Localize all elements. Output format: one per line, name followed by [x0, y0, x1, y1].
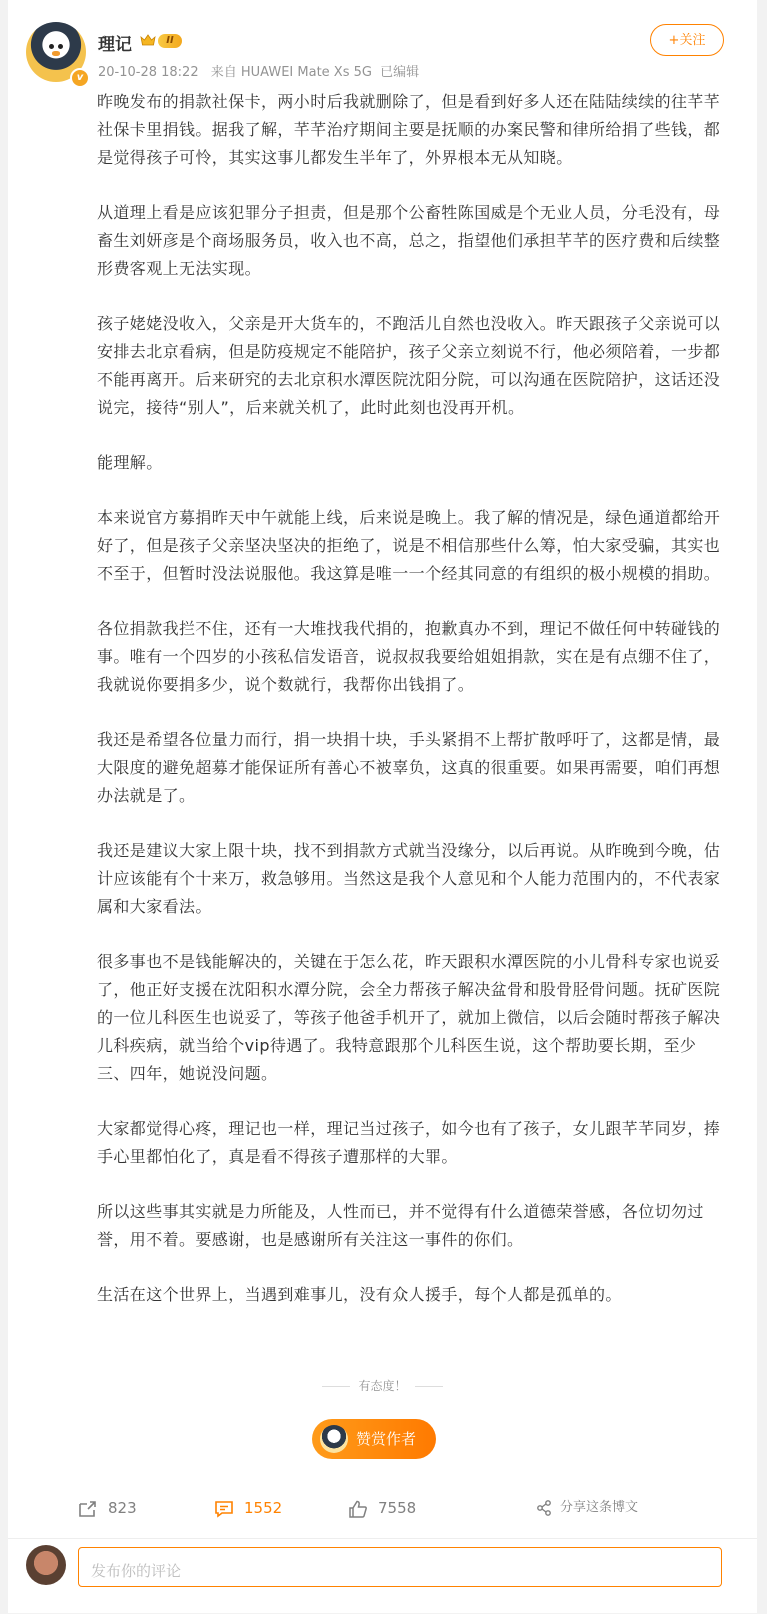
edited-label[interactable]: 已编辑: [380, 65, 420, 80]
share-button[interactable]: [536, 1496, 638, 1520]
post-paragraph: 我还是希望各位量力而行，捐一块捐十块，手头紧捐不上帮扩散呼吁了，这都是情，最大限度的避免超募才能保证所有善心不被辜负，这真的很重要。如果再需要，咱们再想办法就是了。: [97, 730, 721, 805]
reward-label: 赞赏作者: [356, 1430, 417, 1448]
repost-count: 823: [108, 1499, 137, 1517]
penguin-beak-icon: [52, 51, 60, 56]
divider-line: [415, 1386, 443, 1387]
verified-badge-icon: v: [70, 68, 90, 88]
divider-line: [322, 1386, 350, 1387]
repost-icon: [78, 1500, 98, 1518]
penguin-eye-icon: [49, 44, 54, 49]
attitude-label: 有态度！: [358, 1379, 407, 1393]
share-icon: [536, 1500, 552, 1516]
post-paragraph: 各位捐款我拦不住，还有一大堆找我代捐的，抱歉真办不到，理记不做任何中转碰钱的事。唯有一个四岁的小孩私信发语音，说叔叔我要给姐姐捐款，实在是有点绷不住了，我就说你要捐多少，说个数就行，我帮你出钱捐了。: [97, 619, 721, 694]
post-paragraph: 生活在这个世界上，当遇到难事儿，没有众人援手，每个人都是孤单的。: [97, 1285, 622, 1304]
repost-button[interactable]: [78, 1496, 137, 1520]
comment-input[interactable]: 发布你的评论: [78, 1547, 722, 1587]
thumbs-up-icon: [348, 1500, 368, 1518]
action-bar: [8, 1488, 757, 1528]
weibo-post-card: [8, 0, 757, 1613]
author-name[interactable]: 理记: [98, 35, 132, 55]
post-paragraph: 很多事也不是钱能解决的，关键在于怎么花，昨天跟积水潭医院的小儿骨科专家也说妥了，他正好支援在沈阳积水潭分院，会全力帮孩子解决盆骨和股骨胫骨问题。抚矿医院的一位儿科医生也说妥了，等孩子他爸手机开了，就加上微信，以后会随时帮孩子解决儿科疾病，就当给个vip待遇了。我特意跟那个儿科医生说，这个帮助要长期，至少三、四年，她说没问题。: [97, 952, 721, 1083]
post-date[interactable]: 20-10-28 18:22: [98, 65, 199, 80]
post-paragraph: 昨晚发布的捐款社保卡，两小时后我就删除了，但是看到好多人还在陆陆续续的往芊芊社保卡里捐钱。据我了解，芊芊治疗期间主要是抚顺的办案民警和律所给捐了些钱，都是觉得孩子可怜，其实这事儿都发生半年了，外界根本无从知晓。: [97, 92, 721, 167]
post-source: 来自 HUAWEI Mate Xs 5G: [210, 65, 372, 80]
comment-button[interactable]: [214, 1496, 282, 1520]
like-button[interactable]: [348, 1496, 416, 1520]
comment-icon: [214, 1500, 234, 1518]
comment-count: 1552: [244, 1499, 283, 1517]
reward-author-button[interactable]: [312, 1419, 436, 1459]
post-meta: [98, 61, 419, 80]
attitude-divider: [8, 1377, 757, 1394]
share-label: 分享这条博文: [560, 1500, 639, 1515]
post-paragraph: 能理解。: [97, 453, 163, 472]
post-content: [97, 88, 725, 1336]
post-paragraph: 从道理上看是应该犯罪分子担责，但是那个公畜牲陈国威是个无业人员，分毛没有，母畜生刘妍彦是个商场服务员，收入也不高，总之，指望他们承担芊芊的医疗费和后续整形费客观上无法实现。: [97, 203, 721, 278]
post-paragraph: 所以这些事其实就是力所能及，人性而已，并不觉得有什么道德荣誉感，各位切勿过誉，用不着。要感谢，也是感谢所有关注这一事件的你们。: [97, 1202, 704, 1249]
penguin-eye-icon: [58, 44, 63, 49]
post-paragraph: 大家都觉得心疼，理记也一样，理记当过孩子，如今也有了孩子，女儿跟芊芊同岁，捧手心里都怕化了，真是看不得孩子遭那样的大罪。: [97, 1119, 721, 1166]
penguin-avatar-icon: [320, 1425, 348, 1453]
post-paragraph: 我还是建议大家上限十块，找不到捐款方式就当没缘分，以后再说。从昨晚到今晚，估计应该能有个十来万，救急够用。当然这是我个人意见和个人能力范围内的，不代表家属和大家看法。: [97, 841, 721, 916]
like-count: 7558: [378, 1499, 417, 1517]
current-user-avatar: [26, 1545, 66, 1585]
vip-crown-icon: [140, 33, 156, 47]
level-badge: II: [158, 34, 182, 48]
comment-composer: [8, 1538, 757, 1614]
post-paragraph: 孩子姥姥没收入，父亲是开大货车的，不跑活儿自然也没收入。昨天跟孩子父亲说可以安排去北京看病，但是防疫规定不能陪护，孩子父亲立刻说不行，他必须陪着，一步都不能再离开。后来研究的去北京积水潭医院沈阳分院，可以沟通在医院陪护，这话还没说完，接待“别人”，后来就关机了，此时此刻也没再开机。: [97, 314, 721, 417]
follow-button[interactable]: +关注: [650, 24, 724, 56]
post-paragraph: 本来说官方募捐昨天中午就能上线，后来说是晚上。我了解的情况是，绿色通道都给开好了，但是孩子父亲坚决坚决的拒绝了，说是不相信那些什么筹，怕大家受骗，其实也不至于，但暂时没法说服他。我这算是唯一一个经其同意的有组织的极小规模的捐助。: [97, 508, 721, 583]
